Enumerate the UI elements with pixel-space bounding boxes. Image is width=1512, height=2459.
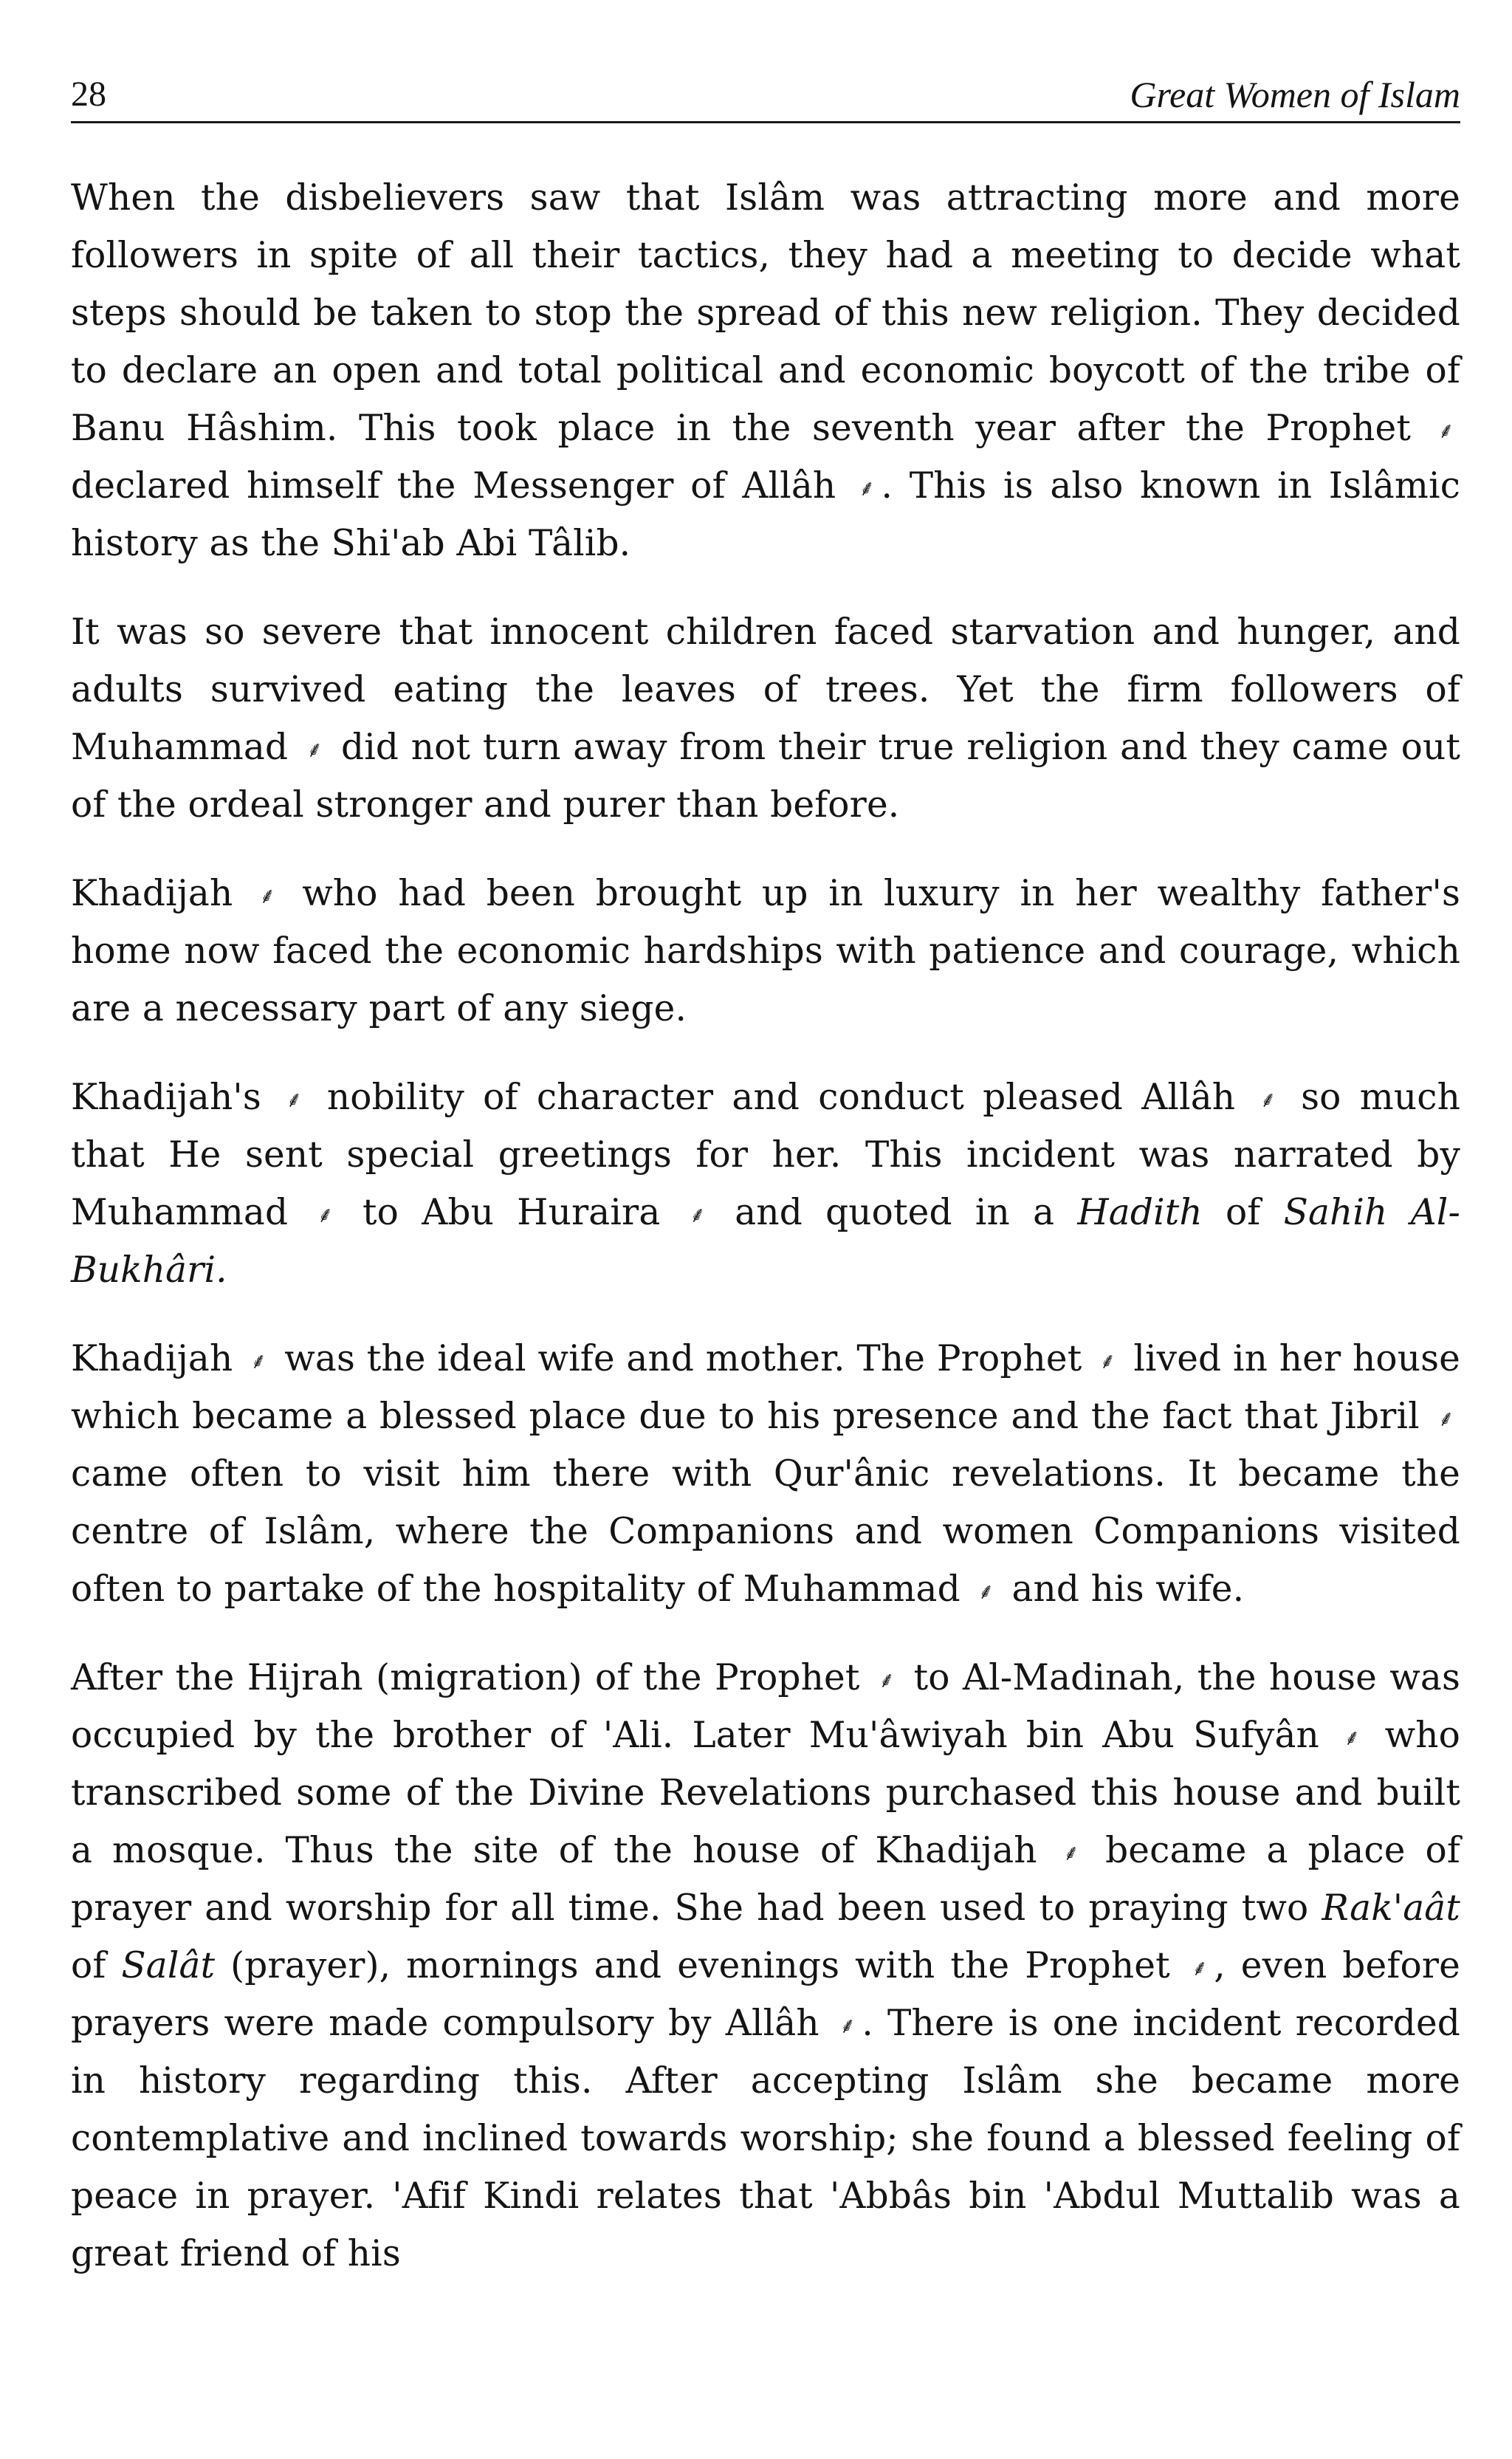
text-segment: who had been brought up in luxury in her wealthy father's home now faced the economic hardships with patience and courage, which are a necessary part of any siege. [71, 873, 1460, 1029]
text-segment: declared himself the Messenger of Allâh [71, 465, 853, 507]
paragraph [71, 603, 1460, 834]
salallahu-alaihi-wasallam-icon: ⸙ [878, 1667, 896, 1693]
salallahu-alaihi-wasallam-icon: ⸙ [1191, 1955, 1209, 1981]
book-title: Great Women of Islam [1130, 74, 1460, 115]
body-text [71, 169, 1460, 2283]
salallahu-alaihi-wasallam-icon: ⸙ [1099, 1348, 1116, 1374]
text-segment: and quoted in a [712, 1192, 1078, 1233]
italic-term: Salât [121, 1945, 216, 1986]
text-segment: came often to visit him there with Qur'ânic revelations. It became the centre of Islâm, where the Companions and women Companions visited often to partake of the hospitality of Muhammad [71, 1453, 1460, 1610]
italic-term: Sahih Al-Bukhâri. [71, 1192, 1460, 1291]
page-number: 28 [71, 75, 106, 114]
text-segment: (prayer), mornings and evenings with the Prophet [215, 1945, 1186, 1986]
text-segment: so much that He sent special greetings for her. This incident was narrated by Muhammad [71, 1077, 1460, 1233]
text-segment: When the disbelievers saw that Islâm was attracting more and more followers in spite of all their tactics, they had a meeting to decide what steps should be taken to stop the spread of this new religion. They decided to declare an open and total political and economic boycott of the tribe of Banu Hâshim. This took place in the seventh year after the Prophet [71, 177, 1460, 449]
salallahu-alaihi-wasallam-icon: ⸙ [306, 737, 323, 763]
salallahu-alaihi-wasallam-icon: ⸙ [317, 1202, 334, 1228]
radiallahu-anha-icon: ⸙ [1062, 1840, 1080, 1866]
radiallahu-anha-icon: ⸙ [259, 883, 276, 909]
italic-term: Rak'aât [1322, 1887, 1460, 1929]
text-segment: of [1202, 1192, 1284, 1233]
paragraph [71, 169, 1460, 572]
text-segment: was the ideal wife and mother. The Prophet [272, 1338, 1094, 1379]
text-segment: . There is one incident recorded in history regarding this. After accepting Islâm she became more contemplative and inclined towards worship; she found a blessed feeling of peace in prayer. 'Afif Kindi relates that 'Abbâs bin 'Abdul Muttalib was a great friend of his [71, 2003, 1461, 2274]
radiallahu-anha-icon: ⸙ [286, 1087, 303, 1113]
text-segment: to Abu Huraira [339, 1192, 684, 1233]
text-segment: It was so severe that innocent children faced starvation and hunger, and adults survived eating the leaves of trees. Yet the firm followers of Muhammad [71, 611, 1460, 768]
running-header [71, 58, 1460, 123]
text-segment: of [71, 1945, 122, 1986]
text-segment: , even before prayers were made compulsory by Allâh [71, 1945, 1460, 2044]
book-page [71, 58, 1460, 2314]
alaihis-salam-icon: ⸙ [1437, 1406, 1454, 1432]
jalla-jalaluhu-icon: ⸙ [839, 2013, 856, 2039]
subhanahu-wa-taala-icon: ⸙ [858, 476, 876, 501]
radiallahu-anhu-icon: ⸙ [689, 1202, 707, 1228]
radiallahu-anha-icon: ⸙ [250, 1348, 267, 1374]
salallahu-alaihi-wasallam-icon: ⸙ [977, 1579, 994, 1605]
text-segment: Khadijah [71, 873, 254, 914]
italic-term: Hadith [1077, 1192, 1203, 1233]
text-segment: lived in her house which became a blessed place due to his presence and the fact that Jibril [71, 1338, 1460, 1437]
text-segment: Khadijah's [71, 1077, 281, 1118]
paragraph [71, 1069, 1460, 1299]
radiallahu-anhu-icon: ⸙ [1344, 1725, 1361, 1751]
jalla-jalaluhu-icon: ⸙ [1260, 1087, 1276, 1113]
text-segment: to Al-Madinah, the house was occupied by the brother of 'Ali. Later Mu'âwiyah bin Abu Sufyân [71, 1657, 1461, 1756]
paragraph [71, 865, 1460, 1038]
text-segment: who transcribed some of the Divine Revelations purchased this house and built a mosque. Thus the site of the house of Khadijah [71, 1715, 1461, 1871]
paragraph [71, 1649, 1460, 2283]
text-segment: nobility of character and conduct pleased Allâh [308, 1077, 1254, 1118]
text-segment: became a place of prayer and worship for all time. She had been used to praying two [71, 1830, 1460, 1929]
text-segment: . This is also known in Islâmic history as the Shi'ab Abi Tâlib. [71, 465, 1461, 564]
salallahu-alaihi-wasallam-icon: ⸙ [1437, 418, 1454, 444]
text-segment: After the Hijrah (migration) of the Prophet [71, 1657, 873, 1698]
text-segment: did not turn away from their true religion and they came out of the ordeal stronger and purer than before. [71, 727, 1460, 826]
paragraph [71, 1330, 1460, 1618]
text-segment: and his wife. [1000, 1568, 1245, 1610]
text-segment: Khadijah [71, 1338, 245, 1379]
